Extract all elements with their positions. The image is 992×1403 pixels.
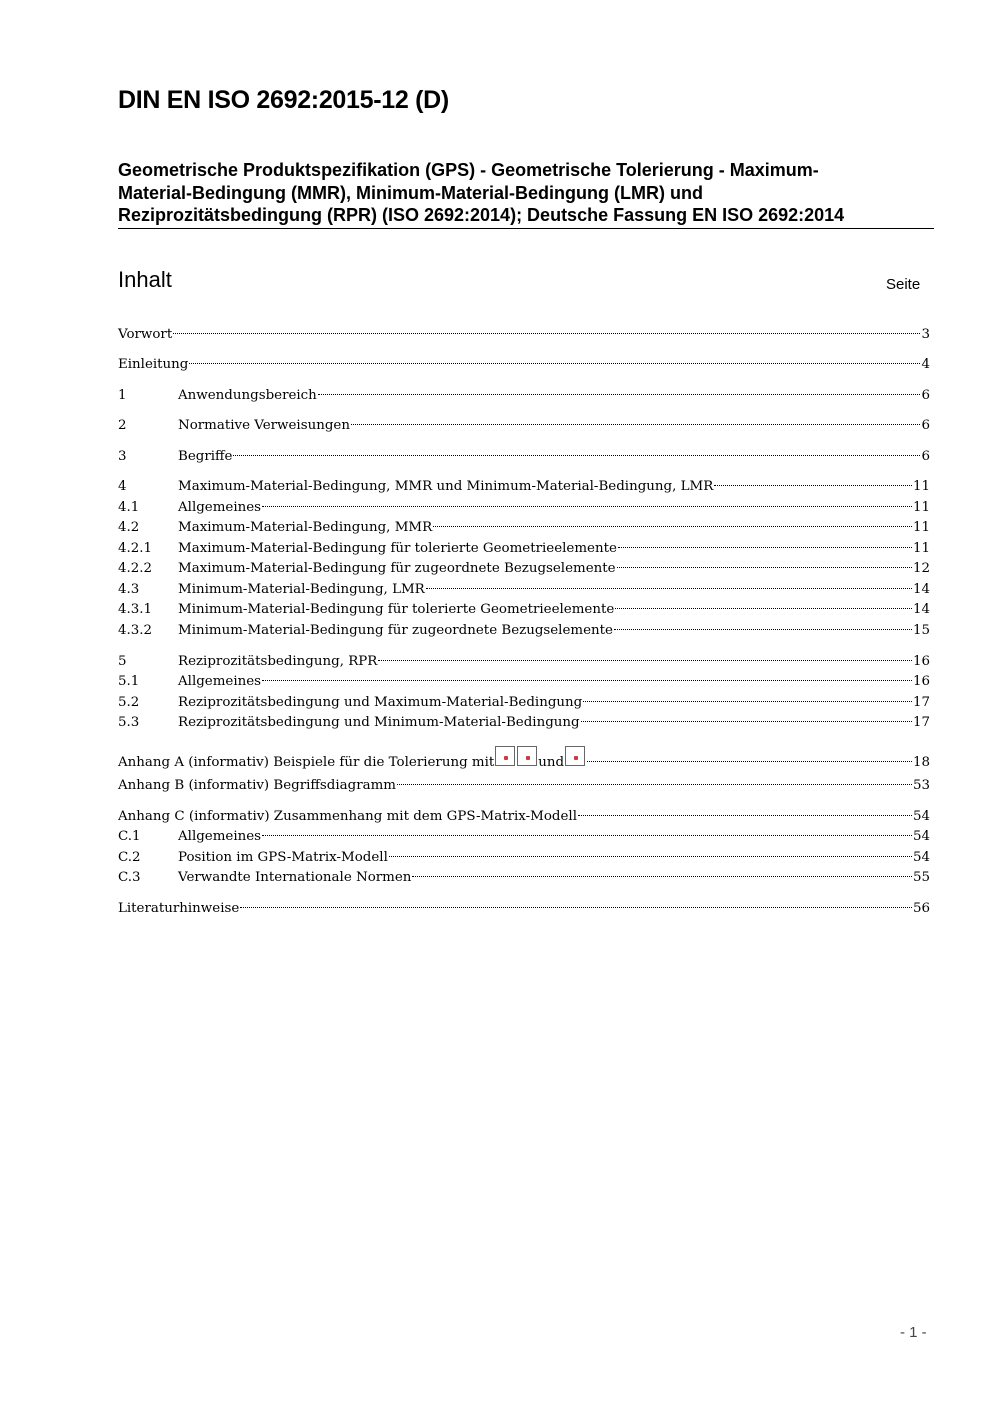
toc-entry-number: 4.3.1 [118, 602, 153, 617]
toc-entry-page: 14 [912, 602, 930, 617]
toc-entry-5-1[interactable] [118, 672, 930, 692]
toc-entry-number: 4.3 [118, 582, 140, 597]
toc-entry-title: Maximum-Material-Bedingung, MMR [178, 520, 433, 535]
toc-entry-page: 6 [921, 388, 930, 403]
toc-entry-page: 11 [912, 520, 930, 535]
toc-entry-3[interactable] [118, 447, 930, 467]
toc-entry-title: Minimum-Material-Bedingung für tolerierte Geometrieelemente [178, 602, 615, 617]
toc-entry-anhang-b[interactable] [118, 776, 930, 796]
toc-entry-title: Verwandte Internationale Normen [178, 870, 412, 885]
lmr-symbol-icon [517, 746, 537, 766]
toc-entry-title: Literaturhinweise [118, 901, 240, 916]
toc-entry-page: 54 [912, 809, 930, 824]
toc-entry-4-3[interactable] [118, 580, 930, 600]
toc-entry-page: 54 [912, 829, 930, 844]
toc-entry-5-3[interactable] [118, 713, 930, 733]
toc-entry-anhang-c[interactable] [118, 807, 930, 827]
dot-leader [581, 721, 912, 722]
toc-entry-number: 5.2 [118, 695, 140, 710]
toc-entry-literaturhinweise[interactable] [118, 899, 930, 919]
page-column-label: Seite [886, 276, 921, 293]
dot-leader [615, 608, 912, 609]
toc-entry-page: 56 [912, 901, 930, 916]
toc-entry-4-2[interactable] [118, 518, 930, 538]
toc-entry-c-1[interactable] [118, 827, 930, 847]
toc-entry-title: Maximum-Material-Bedingung, MMR und Minimum-Material-Bedingung, LMR [178, 479, 714, 494]
toc-entry-page: 16 [912, 674, 930, 689]
dot-leader [412, 876, 912, 877]
toc-entry-title: Allgemeines [178, 829, 262, 844]
toc-entry-4-3-1[interactable] [118, 600, 930, 620]
dot-leader [397, 784, 912, 785]
toc-entry-1[interactable] [118, 386, 930, 406]
toc-entry-5-2[interactable] [118, 693, 930, 713]
dot-leader [714, 485, 912, 486]
toc-entry-title-tail: und [538, 755, 565, 770]
toc-entry-c-3[interactable] [118, 868, 930, 888]
toc-entry-number: 4 [118, 479, 127, 494]
toc-entry-page: 3 [921, 327, 930, 342]
toc-entry-title: Anhang C (informativ) Zusammenhang mit dem GPS-Matrix-Modell [118, 809, 577, 824]
toc-entry-number: 5.3 [118, 715, 140, 730]
toc-entry-title: Position im GPS-Matrix-Modell [178, 850, 388, 865]
toc-entry-4-1[interactable] [118, 498, 930, 518]
document-title: DIN EN ISO 2692:2015-12 (D) [118, 86, 449, 114]
toc-entry-page: 11 [912, 541, 930, 556]
dot-leader [618, 547, 912, 548]
subtitle-line: Material-Bedingung (MMR), Minimum-Material-Bedingung (LMR) und [118, 182, 703, 203]
toc-entry-number: 5 [118, 654, 127, 669]
toc-entry-vorwort[interactable] [118, 325, 930, 345]
toc-entry-page: 12 [912, 561, 930, 576]
toc-entry-number: 1 [118, 388, 127, 403]
toc-entry-page: 4 [921, 357, 930, 372]
toc-entry-number: 4.2.1 [118, 541, 153, 556]
toc-entry-4-2-2[interactable] [118, 559, 930, 579]
toc-entry-title: Anhang B (informativ) Begriffsdiagramm [118, 778, 396, 793]
toc-entry-number: 4.2 [118, 520, 140, 535]
subtitle-line: Geometrische Produktspezifikation (GPS) - Geometrische Tolerierung - Maximum- [118, 160, 819, 180]
toc-entry-title: Normative Verweisungen [178, 418, 350, 433]
toc-entry-number: 4.3.2 [118, 623, 153, 638]
toc-entry-4-2-1[interactable] [118, 539, 930, 559]
toc-entry-page: 11 [912, 479, 930, 494]
toc-entry-page: 18 [912, 755, 930, 770]
toc-entry-title: Minimum-Material-Bedingung für zugeordnete Bezugselemente [178, 623, 613, 638]
toc-entry-einleitung[interactable] [118, 355, 930, 375]
mmr-symbol-icon [495, 746, 515, 766]
toc-entry-title: Maximum-Material-Bedingung für tolerierte Geometrieelemente [178, 541, 617, 556]
toc-entry-title: Begriffe [178, 449, 233, 464]
toc-entry-number: C.3 [118, 870, 141, 885]
toc-entry-page: 6 [921, 449, 930, 464]
toc-entry-anhang-a[interactable] [118, 746, 930, 770]
toc-entry-5[interactable] [118, 652, 930, 672]
dot-leader [389, 856, 912, 857]
toc-entry-number: 2 [118, 418, 127, 433]
toc-entry-page: 16 [912, 654, 930, 669]
toc-entry-number: C.1 [118, 829, 141, 844]
toc-entry-page: 15 [912, 623, 930, 638]
dot-leader [262, 506, 912, 507]
subtitle-line: Reziprozitätsbedingung (RPR) (ISO 2692:2014); Deutsche Fassung EN ISO 2692:2014 [118, 205, 845, 225]
toc-entry-title: Anhang A (informativ) Beispiele für die Tolerierung mit [118, 755, 495, 770]
toc-entry-title: Reziprozitätsbedingung und Minimum-Material-Bedingung [178, 715, 580, 730]
dot-leader [617, 567, 912, 568]
toc-entry-page: 6 [921, 418, 930, 433]
toc-entry-title: Anwendungsbereich [178, 388, 317, 403]
dot-leader [583, 701, 912, 702]
dot-leader [426, 588, 912, 589]
toc-entry-title: Allgemeines [178, 674, 262, 689]
dot-leader [240, 907, 912, 908]
rpr-symbol-icon [565, 746, 585, 766]
toc-entry-4-3-2[interactable] [118, 621, 930, 641]
toc-entry-title: Reziprozitätsbedingung und Maximum-Material-Bedingung [178, 695, 583, 710]
dot-leader [189, 363, 920, 364]
toc-entry-page: 17 [912, 695, 930, 710]
toc-entry-page: 17 [912, 715, 930, 730]
toc-entry-page: 11 [912, 500, 930, 515]
dot-leader [173, 333, 920, 334]
toc-entry-number: 4.2.2 [118, 561, 153, 576]
dot-leader [351, 424, 921, 425]
toc-entry-title: Einleitung [118, 357, 189, 372]
toc-entry-title: Reziprozitätsbedingung, RPR [178, 654, 378, 669]
toc-entry-number: 4.1 [118, 500, 140, 515]
toc-entry-page: 55 [912, 870, 930, 885]
page-number: - 1 - [900, 1324, 927, 1341]
toc-entry-title: Allgemeines [178, 500, 262, 515]
dot-leader [378, 660, 912, 661]
dot-leader [233, 455, 920, 456]
toc-entry-title: Maximum-Material-Bedingung für zugeordnete Bezugselemente [178, 561, 616, 576]
toc-entry-number: 5.1 [118, 674, 140, 689]
toc-heading: Inhalt [118, 267, 172, 292]
toc-entry-page: 14 [912, 582, 930, 597]
dot-leader [614, 629, 912, 630]
toc-entry-4[interactable] [118, 477, 930, 497]
toc-entry-c-2[interactable] [118, 848, 930, 868]
toc-entry-number: 3 [118, 449, 127, 464]
toc-entry-2[interactable] [118, 416, 930, 436]
toc-entry-title: Vorwort [118, 327, 173, 342]
document-subtitle [118, 159, 934, 229]
toc-entry-page: 54 [912, 850, 930, 865]
dot-leader [587, 761, 912, 762]
dot-leader [578, 815, 912, 816]
dot-leader [433, 526, 912, 527]
dot-leader [262, 835, 912, 836]
toc-entry-number: C.2 [118, 850, 141, 865]
toc-entry-page: 53 [912, 778, 930, 793]
dot-leader [318, 394, 921, 395]
dot-leader [262, 680, 912, 681]
toc-entry-title: Minimum-Material-Bedingung, LMR [178, 582, 425, 597]
